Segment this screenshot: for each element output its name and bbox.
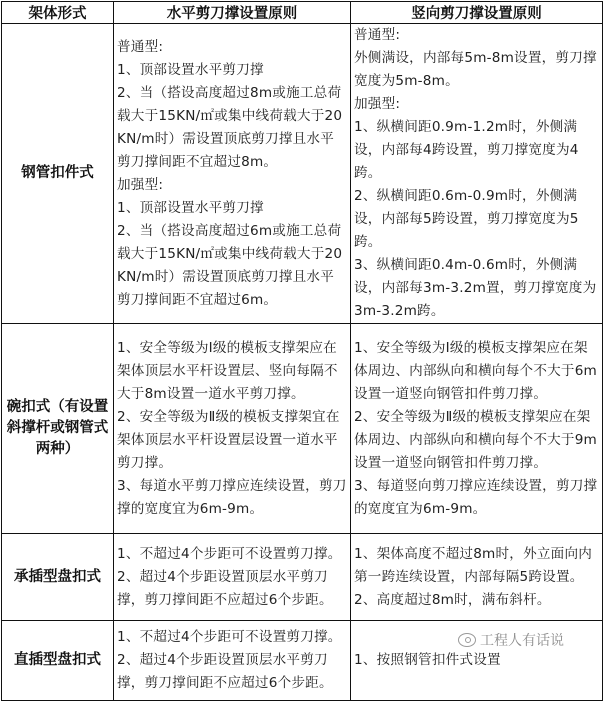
rule-line: 2、高度超过8m时，满布斜杆。 <box>354 591 551 608</box>
table-row <box>2 534 603 621</box>
rule-line: 普通型: <box>117 38 164 55</box>
rule-line: 加强型: <box>354 96 401 112</box>
rule-line: 2、超过4个步距设置顶层水平剪刀撑，剪刀撑间距不应超过6个步距。 <box>117 568 333 608</box>
rule-line: 3、纵横间距0.4m-0.6m时，外侧满设，内部每3m-3.2m置，剪刀撑宽度为3m-3.2m跨。 <box>354 257 597 319</box>
table-row <box>2 24 603 324</box>
horizontal-rule-cell <box>114 621 351 701</box>
rule-line: 外侧满设，内部每5m-8m设置，剪刀撑宽度为5m-8m。 <box>354 50 597 89</box>
horizontal-rule-cell <box>114 24 351 324</box>
rule-line: 1、纵横间距0.9m-1.2m时，外侧满设，内部每4跨设置，剪刀撑宽度为4跨。 <box>354 119 579 181</box>
rule-line: 1、不超过4个步距可不设置剪刀撑。 <box>117 545 342 562</box>
vertical-rule-cell <box>351 534 603 621</box>
horizontal-rule-cell <box>114 324 351 534</box>
table-row <box>2 324 603 534</box>
frame-type-cell: 碗扣式（有设置斜撑杆或钢管式两种） <box>2 324 114 534</box>
rule-line: 1、按照钢管扣件式设置 <box>354 652 501 668</box>
rule-line: 1、安全等级为Ⅰ级的模板支撑架应在架体周边、内部纵向和横向每个不大于6m设置一道竖向钢管扣件剪刀撑。 <box>354 339 597 402</box>
vertical-rule-cell <box>351 24 603 324</box>
rule-line: 2、纵横间距0.6m-0.9m时，外侧满设，内部每5跨设置，剪刀撑宽度为5跨。 <box>354 188 579 250</box>
horizontal-rule-cell <box>114 534 351 621</box>
frame-type-cell: 直插型盘扣式 <box>2 621 114 701</box>
frame-type-cell: 承插型盘扣式 <box>2 534 114 621</box>
header-vertical-rules: 竖向剪刀撑设置原则 <box>351 2 603 24</box>
rule-line: 加强型: <box>117 176 164 193</box>
scissor-brace-rules-table <box>1 1 603 701</box>
rule-line: 1、顶部设置水平剪刀撑 <box>117 61 264 78</box>
rule-line: 3、每道水平剪刀撑应连续设置，剪刀撑的宽度宜为6m-9m。 <box>117 477 347 517</box>
rule-line: 3、每道竖向剪刀撑应连续设置，剪刀撑的宽度宜为6m-9m。 <box>354 477 598 517</box>
header-frame-type: 架体形式 <box>2 2 114 24</box>
rule-line: 普通型: <box>354 27 401 43</box>
vertical-rule-cell <box>351 324 603 534</box>
header-horizontal-rules: 水平剪刀撑设置原则 <box>114 2 351 24</box>
watermark-text: 工程人有话说 <box>480 633 564 649</box>
rule-line: 1、不超过4个步距可不设置剪刀撑。 <box>117 629 342 645</box>
rule-line: 2、安全等级为Ⅱ级的模板支撑架应在架体周边、内部纵向和横向每个不大于9m设置一道竖向钢管扣件剪刀撑。 <box>354 408 597 471</box>
rule-line: 2、当（搭设高度超过8m或施工总荷载大于15KN/㎡或集中线荷载大于20KN/m时）需设置顶底剪刀撑且水平剪刀撑间距不宜超过8m。 <box>117 84 343 170</box>
header-row <box>2 2 603 24</box>
rule-line: 2、安全等级为Ⅱ级的模板支撑架宜在架体顶层水平杆设置层设置一道水平剪刀撑。 <box>117 408 340 471</box>
frame-type-cell: 钢管扣件式 <box>2 24 114 324</box>
watermark <box>458 630 564 650</box>
rule-line: 1、安全等级为Ⅰ级的模板支撑架应在架体顶层水平杆设置层、竖向每隔不大于8m设置一道水平剪刀撑。 <box>117 339 338 402</box>
rule-line: 2、当（搭设高度超过6m或施工总荷载大于15KN/㎡或集中线荷载大于20KN/m时）需设置顶底剪刀撑且水平剪刀撑间距不宜超过6m。 <box>117 222 343 308</box>
rule-line: 2、超过4个步距设置顶层水平剪刀撑，剪刀撑间距不应超过6个步距。 <box>117 652 333 691</box>
rule-line: 1、顶部设置水平剪刀撑 <box>117 199 264 216</box>
rule-line: 1、架体高度不超过8m时，外立面向内第一跨连续设置，内部每隔5跨设置。 <box>354 545 593 585</box>
wechat-icon <box>458 633 476 647</box>
